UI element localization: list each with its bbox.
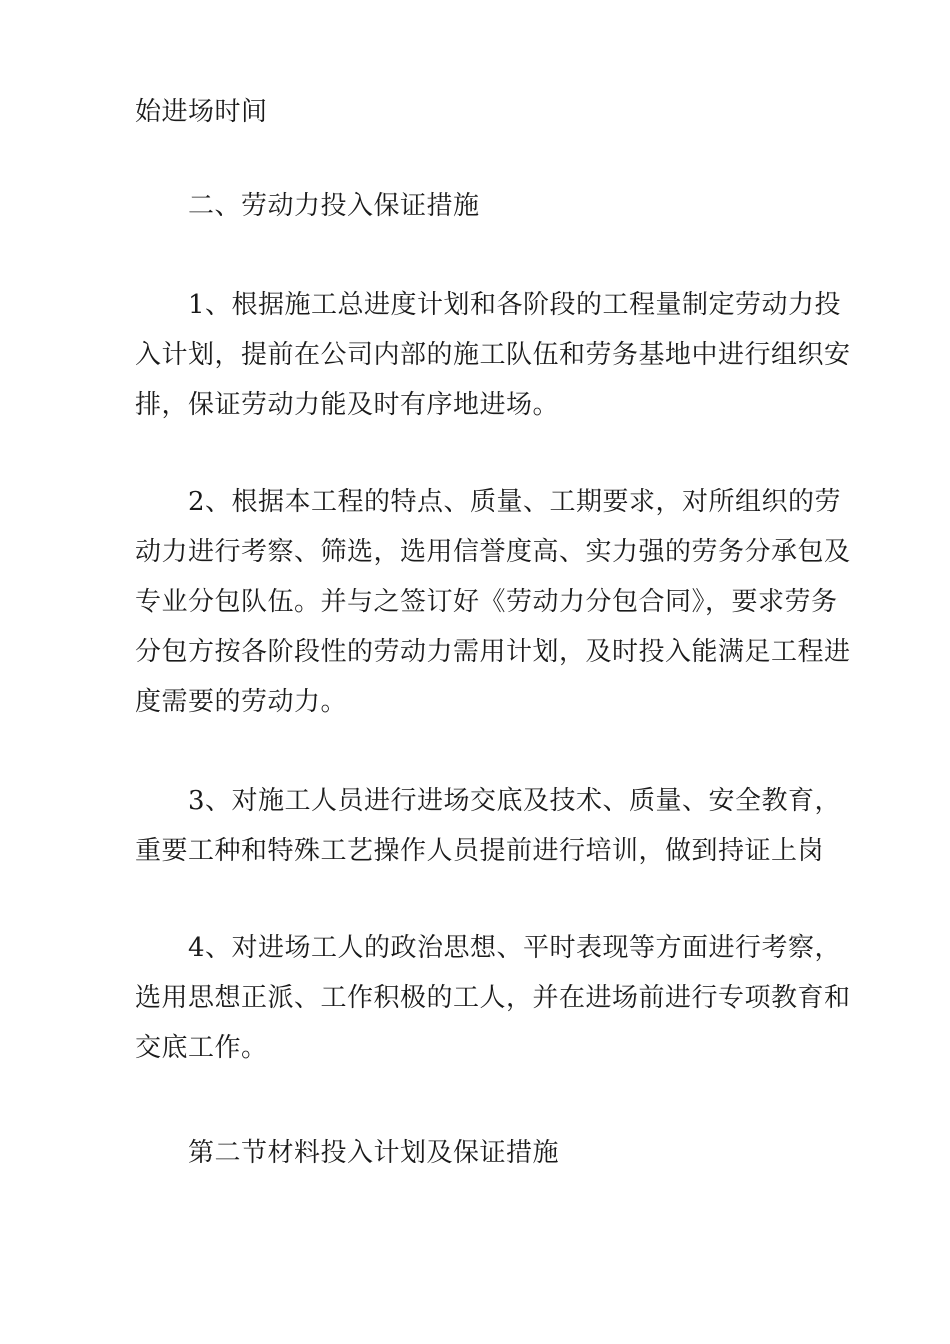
section-heading: 二、劳动力投入保证措施 <box>188 191 480 221</box>
paragraph-3-line-1: 3、对施工人员进行进场交底及技术、质量、安全教育， <box>188 786 842 816</box>
paragraph-1-line-3: 排，保证劳动力能及时有序地进场。 <box>135 390 560 420</box>
continuation-line: 始进场时间 <box>135 97 268 127</box>
paragraph-2-line-2: 动力进行考察、筛选，选用信誉度高、实力强的劳务分承包及 <box>135 537 851 567</box>
paragraph-2-line-4: 分包方按各阶段性的劳动力需用计划，及时投入能满足工程进 <box>135 637 851 667</box>
paragraph-2-line-3: 专业分包队伍。并与之签订好《劳动力分包合同》，要求劳务 <box>135 587 838 617</box>
paragraph-4-line-2: 选用思想正派、工作积极的工人，并在进场前进行专项教育和 <box>135 983 851 1013</box>
paragraph-1-line-1: 1、根据施工总进度计划和各阶段的工程量制定劳动力投 <box>188 290 842 320</box>
paragraph-1-line-2: 入计划，提前在公司内部的施工队伍和劳务基地中进行组织安 <box>135 340 851 370</box>
paragraph-2-line-5: 度需要的劳动力。 <box>135 687 348 717</box>
section-heading-materials: 第二节材料投入计划及保证措施 <box>188 1138 560 1168</box>
paragraph-4-line-1: 4、对进场工人的政治思想、平时表现等方面进行考察， <box>188 933 842 963</box>
paragraph-2-line-1: 2、根据本工程的特点、质量、工期要求，对所组织的劳 <box>188 487 842 517</box>
paragraph-4-line-3: 交底工作。 <box>135 1033 268 1063</box>
paragraph-3-line-2: 重要工种和特殊工艺操作人员提前进行培训，做到持证上岗 <box>135 836 825 866</box>
